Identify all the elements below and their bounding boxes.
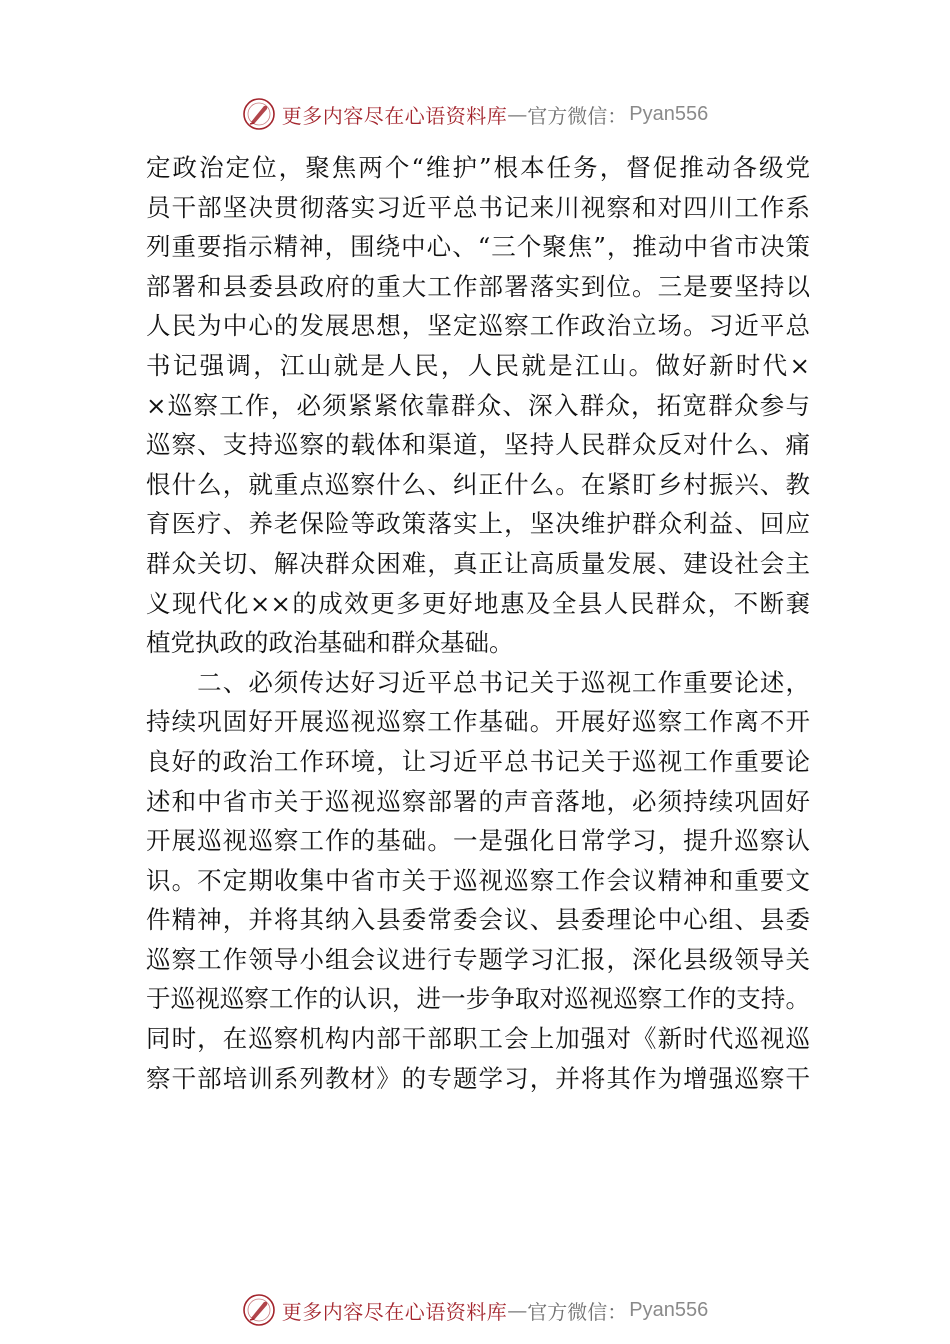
watermark-brand: 更多内容尽在心语资料库 <box>281 103 508 128</box>
text-line: 群众关切、解决群众困难，真正让高质量发展、建设社会主 <box>146 548 810 578</box>
text-line: 员干部坚决贯彻落实习近平总书记来川视察和对四川工作系 <box>146 192 810 222</box>
text-line: 良好的政治工作环境，让习近平总书记关于巡视工作重要论 <box>146 746 810 776</box>
footer-watermark <box>0 1290 950 1330</box>
text-line: 持续巩固好开展巡视巡察工作基础。开展好巡察工作离不开 <box>146 707 810 737</box>
paragraph <box>146 148 810 663</box>
paragraph <box>146 663 810 1099</box>
text-line: 定政治定位，聚焦两个“维护”根本任务，督促推动各级党 <box>146 153 810 182</box>
quill-logo-icon <box>242 1293 276 1327</box>
watermark-account: Pyan556 <box>629 102 709 125</box>
watermark-separator: — <box>507 1298 528 1322</box>
watermark-separator: — <box>507 102 528 126</box>
text-line: 件精神，并将其纳入县委常委会议、县委理论中心组、县委 <box>146 905 810 935</box>
text-line: 巡察、支持巡察的载体和渠道，坚持人民群众反对什么、痛 <box>146 430 810 460</box>
text-line: 恨什么，就重点巡察什么、纠正什么。在紧盯乡村振兴、教 <box>146 469 810 499</box>
document-body <box>146 148 810 1098</box>
watermark-account: Pyan556 <box>629 1298 709 1321</box>
text-line: 开展巡视巡察工作的基础。一是强化日常学习，提升巡察认 <box>146 826 810 856</box>
header-watermark <box>0 94 950 134</box>
text-line: 巡察工作领导小组会议进行专题学习汇报，深化县级领导关 <box>146 944 810 974</box>
text-line: 述和中省市关于巡视巡察部署的声音落地，必须持续巩固好 <box>146 786 810 816</box>
text-line: 于巡视巡察工作的认识，进一步争取对巡视巡察工作的支持。 <box>146 984 810 1014</box>
text-line: 察干部培训系列教材》的专题学习，并将其作为增强巡察干 <box>146 1063 810 1093</box>
watermark-brand: 更多内容尽在心语资料库 <box>281 1299 508 1324</box>
quill-logo-icon <box>242 97 276 131</box>
text-line: 同时，在巡察机构内部干部职工会上加强对《新时代巡视巡 <box>146 1024 810 1054</box>
watermark-label: 官方微信： <box>527 103 628 128</box>
text-line: 书记强调，江山就是人民，人民就是江山。做好新时代× <box>146 350 810 380</box>
text-line: 植党执政的政治基础和群众基础。 <box>146 628 514 658</box>
text-line: ×巡察工作，必须紧紧依靠群众、深入群众，拓宽群众参与 <box>146 390 810 420</box>
text-line: 二、必须传达好习近平总书记关于巡视工作重要论述， <box>146 667 810 697</box>
watermark-label: 官方微信： <box>527 1299 628 1324</box>
text-line: 部署和县委县政府的重大工作部署落实到位。三是要坚持以 <box>146 271 810 301</box>
text-line: 义现代化××的成效更多更好地惠及全县人民群众，不断㐮 <box>146 588 810 618</box>
text-line: 识。不定期收集中省市关于巡视巡察工作会议精神和重要文 <box>146 865 810 895</box>
text-line: 列重要指示精神，围绕中心、“三个聚焦”，推动中省市决策 <box>146 232 810 262</box>
text-line: 育医疗、养老保险等政策落实上，坚决维护群众利益、回应 <box>146 509 810 539</box>
text-line: 人民为中心的发展思想，坚定巡察工作政治立场。习近平总 <box>146 311 810 341</box>
